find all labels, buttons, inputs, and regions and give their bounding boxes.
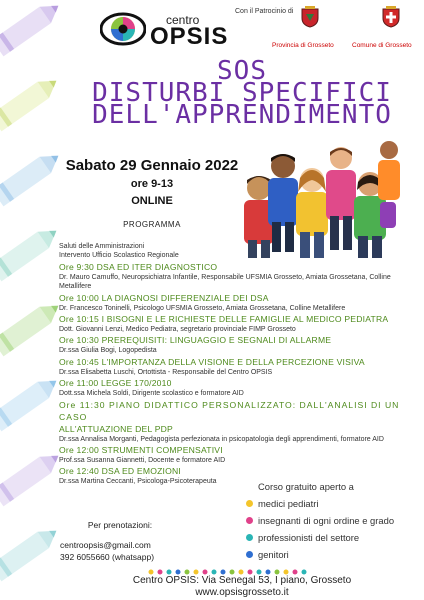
crayon-4	[0, 223, 60, 282]
footer-address: Centro OPSIS: Via Senegal 53, I piano, Grosseto	[132, 575, 352, 586]
child-4	[326, 147, 356, 250]
booking-phone[interactable]: 392 6055660 (whatsapp)	[60, 552, 155, 562]
logo-big-text: OPSIS	[150, 23, 229, 50]
centro-opsis-logo	[100, 6, 229, 52]
intro-line-1: Saluti delle Amministrazioni	[59, 243, 145, 250]
audience-item-label: genitori	[258, 549, 289, 560]
child-2	[268, 154, 298, 252]
municipality-label: Comune di Grosseto	[352, 42, 412, 49]
crayon-7	[0, 448, 60, 507]
speaker-8: Prof.ssa Susanna Giannetti, Docente e formatore AID	[59, 457, 226, 465]
crayon-2	[0, 73, 60, 132]
crayon-decoration	[0, 0, 60, 600]
talk-9: Ore 12:40 DSA ED EMOZIONI	[59, 466, 182, 477]
municipality-crest-icon	[381, 6, 401, 28]
talk-8: Ore 12:00 STRUMENTI COMPENSATIVI	[59, 445, 223, 456]
crayon-8	[0, 523, 60, 582]
speaker-9: Dr.ssa Martina Ceccanti, Psicologa-Psicoterapeuta	[59, 478, 217, 486]
intro-line-2: Intervento Ufficio Scolastico Regionale	[59, 252, 179, 260]
province-crest-icon	[300, 6, 320, 28]
child-6	[378, 141, 400, 200]
speaker-5: Dr.ssa Elisabetta Luschi, Ortottista - Responsabile del Centro OPSIS	[59, 368, 273, 376]
audience-item	[258, 529, 418, 546]
audience-item-label: insegnanti di ogni ordine e grado	[258, 515, 395, 526]
booking-info	[60, 520, 180, 563]
event-time: ore 9-13	[130, 178, 174, 190]
title-line-1: SOS	[217, 56, 267, 86]
speaker-3: Dott. Giovanni Lenzi, Medico Pediatra, segretario provinciale FIMP Grosseto	[59, 326, 296, 334]
bullet-dot-icon	[246, 551, 253, 558]
crayon-1	[0, 0, 60, 56]
talk-5: Ore 10:45 L'IMPORTANZA DELLA VISIONE E DELLA PERCEZIONE VISIVA	[59, 356, 365, 367]
bullet-dot-icon	[246, 500, 253, 507]
speaker-4: Dr.ssa Giulia Bogi, Logopedista	[59, 347, 157, 355]
talk-7-line-1: Ore 11:30 PIANO DIDATTICO PERSONALIZZATO: DALL'ANALISI DI UN CASO	[59, 399, 400, 422]
title-line-3: DELL'APPRENDIMENTO	[92, 100, 392, 130]
booking-email[interactable]: centroopsis@gmail.com	[60, 540, 151, 550]
audience-item	[258, 495, 418, 512]
title-line-2: DISTURBI SPECIFICI	[92, 78, 392, 108]
audience-item-label: professionisti del settore	[258, 532, 360, 543]
speaker-6: Dott.ssa Michela Soldi, Dirigente scolastico e formatore AID	[59, 390, 244, 398]
speaker-2: Dr. Francesco Toninelli, Psicologo UFSMIA Grosseto, Amiata Grossetana, Colline Metallifere	[59, 304, 346, 312]
bullet-dot-icon	[246, 517, 253, 524]
talk-4: Ore 10:30 PREREQUISITI: LINGUAGGIO E SEGNALI DI ALLARME	[59, 335, 332, 346]
speaker-1: Dr. Mauro Camuffo, Neuropsichiatra Infantile, Responsabile UFSMIA Grosseto, Amiata Grossetana, Colline Metallifere	[59, 273, 391, 291]
crayon-3	[0, 148, 60, 207]
logo-small-text: centro	[166, 13, 200, 27]
patronage-text: Con il Patrocinio di	[235, 8, 294, 15]
talk-2: Ore 10:00 LA DIAGNOSI DIFFERENZIALE DEI DSA	[59, 292, 269, 303]
booking-label: Per prenotazioni:	[87, 520, 153, 530]
audience-item-label: medici pediatri	[258, 498, 319, 509]
event-mode: ONLINE	[131, 195, 173, 207]
footer-website[interactable]: www.opsisgrosseto.it	[195, 587, 289, 598]
children-photo	[240, 140, 402, 258]
talk-7-line-2: ALL'ATTUAZIONE DEL PDP	[59, 423, 173, 434]
program-label: PROGRAMMA	[123, 220, 181, 229]
crayon-6	[0, 373, 60, 432]
footer	[60, 575, 424, 599]
speaker-7: Dr.ssa Annalisa Morganti, Pedagogista perfezionata in psicopatologia degli apprendimenti, formatore AID	[59, 435, 384, 443]
audience-heading: Corso gratuito aperto a	[258, 481, 354, 492]
event-date: Sabato 29 Gennaio 2022	[65, 157, 239, 174]
audience-box	[258, 478, 418, 563]
header	[100, 4, 418, 60]
audience-item	[258, 546, 418, 563]
crayon-5	[0, 298, 60, 357]
eye-iris-icon	[100, 6, 146, 52]
program-list	[59, 242, 415, 487]
province-label: Provincia di Grosseto	[272, 42, 334, 49]
audience-item	[258, 512, 418, 529]
talk-6: Ore 11:00 LEGGE 170/2010	[59, 378, 172, 389]
talk-3: Ore 10:15 I BISOGNI E LE RICHIESTE DELLE FAMIGLIE AL MEDICO PEDIATRA	[59, 314, 389, 325]
bullet-dot-icon	[246, 534, 253, 541]
talk-1: Ore 9:30 DSA ED ITER DIAGNOSTICO	[59, 261, 218, 272]
